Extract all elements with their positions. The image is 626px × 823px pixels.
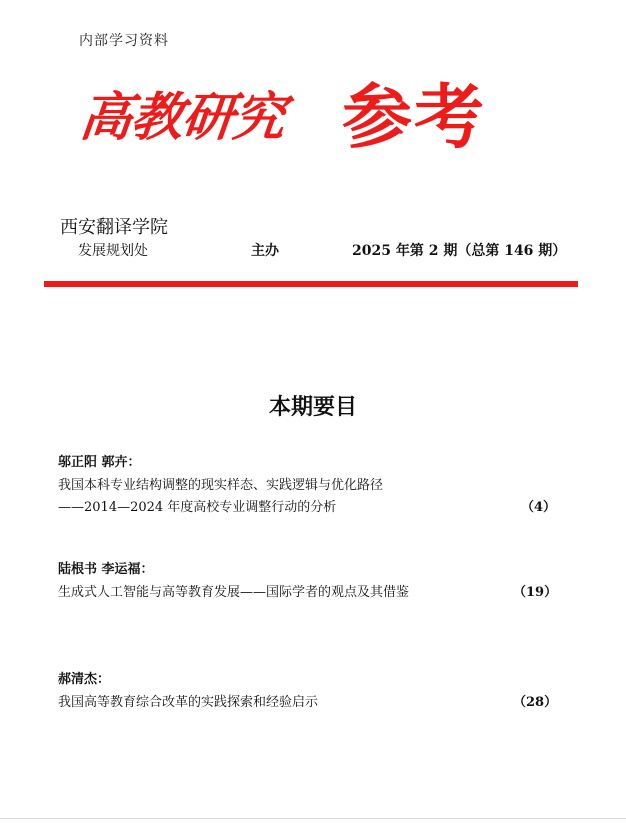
organization-name: 西安翻译学院 <box>60 217 168 238</box>
toc-entry-2-authors: 陆根书 李运福： <box>58 562 154 577</box>
toc-entry-1-page: （4） <box>521 500 557 515</box>
toc-entry-2-page: （19） <box>513 585 558 600</box>
toc-entry-1-authors: 邬正阳 郭卉： <box>58 455 141 470</box>
toc-entry-2-title[interactable]: 生成式人工智能与高等教育发展——国际学者的观点及其借鉴 <box>58 585 410 600</box>
toc-entry-3-page: （28） <box>513 695 558 710</box>
sponsor-label: 主办 <box>251 243 279 259</box>
toc-entry-3-authors: 郝清杰： <box>58 672 111 687</box>
header-divider <box>44 281 578 287</box>
organization-department: 发展规划处 <box>78 243 148 259</box>
toc-entry-1-title[interactable]: 我国本科专业结构调整的现实样态、实践逻辑与优化路径 <box>58 478 384 493</box>
toc-entry-3-title[interactable]: 我国高等教育综合改革的实践探索和经验启示 <box>58 695 319 710</box>
toc-entry-1-subtitle[interactable]: ——2014—2024 年度高校专业调整行动的分析 <box>58 500 337 515</box>
journal-title-reference: 参考 <box>342 76 486 158</box>
toc-heading: 本期要目 <box>268 395 357 420</box>
page-bottom-edge <box>0 818 626 819</box>
issue-number: 2025 年第 2 期（总第 146 期） <box>352 243 567 259</box>
journal-title-main: 高教研究 <box>76 87 288 148</box>
internal-material-label: 内部学习资料 <box>79 33 169 49</box>
